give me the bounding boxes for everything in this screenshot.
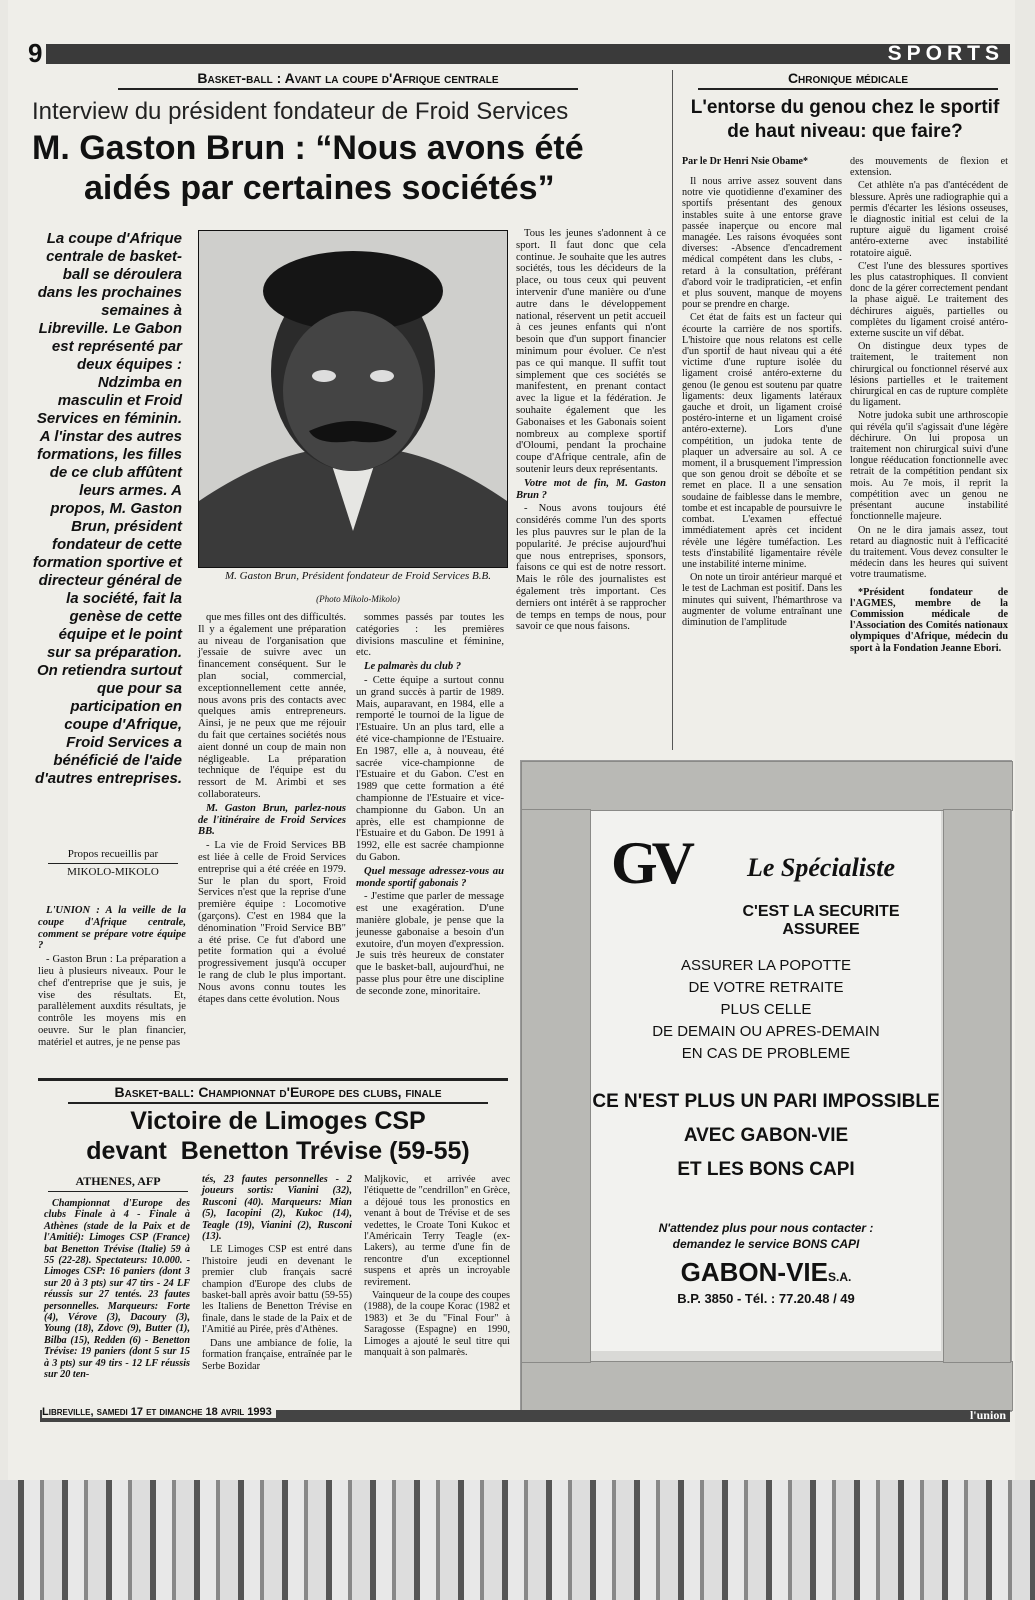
newspaper-page xyxy=(8,0,1015,1480)
section-header-bar xyxy=(28,38,1010,68)
article1-headline-line1: M. Gaston Brun : “Nous avons été xyxy=(32,129,584,167)
portrait-image xyxy=(199,231,507,567)
ad-company-name: GABON-VIE xyxy=(680,1257,828,1287)
paragraph: On ne le dira jamais assez, tout retard au diagnostic nuit à l'efficacité du traitement. Vous devez consulter le médecin dans les heures qui suivent votre traumatisme. xyxy=(850,524,1008,581)
article2-column-1 xyxy=(44,1198,190,1383)
paragraph: sommes passés par toutes les catégories : les premières divisions masculine et féminine, etc. xyxy=(356,612,504,659)
paragraph: - J'estime que parler de message est une exagération. D'une manière globale, je pense que la jeunesse gabonaise a besoin d'un exutoire, d'un moyen d'expression. Je suis très heureux de constater que le basket-ball, aujourd'hui, ne passe plus pour être une discipline de seconde zone, minoritaire. xyxy=(356,891,504,997)
ad-brand: Le Spécialiste xyxy=(746,853,895,882)
gabon-vie-advertisement[interactable] xyxy=(520,760,1012,1412)
paragraph: - Nous avons toujours été considérés comme l'un des sports les plus pauvres sur le plan de la popularité. Je précise aujourd'hui que nous entreprises, sponsors, faisons ce qui est de notre ressort. Mais le rôle des journalistes est également très important. Ces derniers ont intérêt à se rapprocher de temps en temps de nous, pour savoir ce que nous faisons. xyxy=(516,503,666,633)
ad-logo: GV xyxy=(611,830,689,896)
article1-lede: La coupe d'Afrique centrale de basket-ball se déroulera dans les prochaines semaines à Libreville. Le Gabon est représenté par deux équipes : Ndzimba en masculin et Froid Services en féminin. A l'instar des autres formations, les filles de ce club affûtent leurs armes. A propos, M. Gaston Brun, président fondateur de cette formation sportive et directeur général de la société, fait la genèse de cette équipe et le point sur sa préparation. On retiendra surtout que pour sa participation en coupe d'Afrique, Froid Services a bénéficié de l'aide d'autres entreprises. xyxy=(32,230,182,787)
ad-tagline: C'EST LA SECURITE ASSUREE xyxy=(742,903,900,938)
interview-question: Quel message adressez-vous au monde sportif gabonais ? xyxy=(356,865,504,889)
interview-question: Le palmarès du club ? xyxy=(364,661,462,673)
footer-date: Libreville, samedi 17 et dimanche 18 avril 1993 xyxy=(42,1406,276,1418)
section-title: SPORTS xyxy=(887,42,1004,65)
ad-border-bottom xyxy=(521,1361,1013,1411)
paragraph: Tous les jeunes s'adonnent à ce sport. Il faut donc que cela continue. Je souhaite que les autres sociétés, tous les décideurs de la place, ou tous ceux qui peuvent intervenir d'une manière ou d'une autre dans le développement national, réservent un petit accueil à ces jeunes enfants qui n'ont besoin que d'un support financier minimum pour évoluer. Ce n'est pas ce qui manque. Il suffit tout simplement que ces sociétés se manifestent, en prenant contact avec la ligue et la fédération. Je souhaite également que les Gabonaises et les Gabonais soient nombreux au complexe sportif d'Oloumi, pendant la prochaine coupe d'Afrique centrale, afin de soutenir leurs deux représentants. xyxy=(516,228,666,475)
photo-credit: (Photo Mikolo-Mikolo) xyxy=(316,594,400,604)
article2-dateline: ATHENES, AFP xyxy=(75,1174,161,1188)
article1-column-1 xyxy=(38,905,186,1051)
paragraph: On distingue deux types de traitement, le traitement non chirurgical ou fonctionnel réservé aux lésions partielles et le traitement chirurgical en cas de rupture complète du ligament. xyxy=(850,341,1008,409)
portrait-photo xyxy=(198,230,508,568)
ad-big-1: CE N'EST PLUS UN PARI IMPOSSIBLE xyxy=(592,1091,940,1112)
article1-headline-line2: aidés par certaines sociétés” xyxy=(84,169,555,207)
article2-top-rule xyxy=(38,1078,508,1081)
paragraph: Notre judoka subit une arthroscopie qui révéla qu'il s'agissait d'une légère déchirure. On lui proposa un traitement non chirurgical suivi d'une longue rééducation fonctionnelle avec retrait de la compétition pendant six mois. Au 7e mois, il reprit la compétition avec un genou ne présentant aucune instabilité fonctionnelle majeure. xyxy=(850,410,1008,523)
chronique-column-2 xyxy=(850,156,1008,656)
paragraph: que mes filles ont des difficultés. Il y a également une préparation au niveau de l'organisation que j'essaie de suivre avec un financement conséquent. Sur le plan social, commercial, exceptionnellement cette année, nous avons pris des contacts avec quelques amis entrepreneurs. Ainsi, je ne peux que me réjouir du fait que certaines sociétés nous aient donné un coup de main non négligeable. La préparation technique de l'équipe est du ressort de M. Arimbi et ses collaborateurs. xyxy=(198,612,346,800)
page-number: 9 xyxy=(24,40,46,66)
article2-column-2 xyxy=(202,1174,352,1374)
ad-big-3: ET LES BONS CAPI xyxy=(677,1159,855,1180)
article2-headline-line2: devant Benetton Trévise (59-55) xyxy=(86,1137,470,1165)
ad-line-2: DE VOTRE RETRAITE xyxy=(688,979,844,996)
article1-column-2 xyxy=(198,612,346,1007)
article2-kicker: Basket-ball: Championnat d'Europe des clubs, finale xyxy=(114,1084,442,1100)
ad-content xyxy=(591,811,941,1351)
interview-question: Votre mot de fin, M. Gaston Brun ? xyxy=(516,477,666,501)
kicker-rule xyxy=(118,88,578,90)
interview-question: L'UNION : A la veille de la coupe d'Afrique centrale, comment se prépare votre équipe ? xyxy=(38,905,186,952)
paragraph: Maljkovic, et arrivée avec l'étiquette de "cendrillon" en Grèce, a déjoué tous les pronostics en venant à bout de Trévise et de ses vedettes, le Croate Toni Kukoc et l'Américain Terry Teagle (ex-Lakers), au terme d'une fin de rencontre d'un exceptionnel suspens et après un incroyable revirement. xyxy=(364,1174,510,1288)
paragraph: C'est l'une des blessures sportives les plus catastrophiques. Il convient donc de la gérer correctement pendant la phase aiguë. Le traitement des déchirures aiguës, partielles ou complètes du ligament croisé antéro-externe suscite un vif débat. xyxy=(850,260,1008,340)
paragraph: Cet état de faits est un facteur qui écourte la carrière de nos sportifs. L'histoire que nous relatons est celle d'un sportif de haut niveau qui a été victime d'une rupture isolée du ligament croisé antéro-externe du genou (le genou est soutenu par quatre ligaments: deux ligaments latéraux gauche et droit, un ligament croisé postéro-interne et un ligament croisé antéro-externe). Lors d'une compétition, un judoka tente de plaquer un adversaire au sol. A ce moment, il a brusquement l'impression que son genou droit se déboîte et se remet en place. Il a une sensation soudaine de faiblesse dans le membre, tombe et est incapable de poursuivre le combat. L'examen effectué immédiatement après cet incident révèle une légère tuméfaction. Les tests d'instabilité ligamentaire révèle une instabilité interne minime. xyxy=(682,312,842,570)
article2-kicker-rule xyxy=(68,1102,488,1104)
paragraph: Il nous arrive assez souvent dans notre vie quotidienne d'examiner des sportifs présentant des genoux instables suite à une entorse grave passée inaperçue ou encore mal managée. Les raisons évoquées sont diverses: -Absence d'encadrement médical compétent dans les clubs, -retard à la consultation, préférant d'abord voir le tradipraticien, -et enfin et plus souvent, manque de moyens pour se prendre en charge. xyxy=(682,176,842,311)
paragraph: LE Limoges CSP est entré dans l'histoire jeudi en devenant le premier club français sacré champion d'Europe des clubs de basket-ball après avoir battu (59-55) les Italiens de Benetton Trévise en finale, dans le stade de la Paix et de l'Amitié au Pirée, près d'Athènes. xyxy=(202,1244,352,1336)
paragraph: - La vie de Froid Services BB est liée à celle de Froid Services entreprise qui a été créée en 1979. Sur le plan du sport, Froid Services n'est que la reprise d'une première équipe : Locomotive (garçons). C'est en 1984 que la dénomination "Froid Service BB" a été prise. Ce fut d'abord une petite formation qui a évolué progressivement jusqu'à occuper le rang de club le plus important. Nous avons connu toutes les étapes dans cette évolution. Nous xyxy=(198,840,346,1005)
ad-line-1: ASSURER LA POPOTTE xyxy=(680,957,852,974)
footer-paper-name: l'union xyxy=(969,1408,1006,1422)
chronique-byline: Par le Dr Henri Nsie Obame* xyxy=(682,156,808,167)
ad-contact: B.P. 3850 - Tél. : 77.20.48 / 49 xyxy=(677,1291,855,1306)
ad-cta-2: demandez le service BONS CAPI xyxy=(672,1237,860,1251)
ad-line-3: PLUS CELLE xyxy=(720,1001,812,1018)
ad-cta-1: N'attendez plus pour nous contacter : xyxy=(658,1221,874,1235)
ad-border-right xyxy=(943,809,1011,1363)
ad-big-2: AVEC GABON-VIE xyxy=(683,1125,849,1146)
byline-name: MIKOLO-MIKOLO xyxy=(67,866,159,878)
chronique-rule xyxy=(698,88,998,90)
chronique-footnote: *Président fondateur de l'AGMES, membre de la Commission médicale de l'Association des Comités nationaux olympiques d'Afrique, médecin du sport à la Fondation Jeanne Ebori. xyxy=(850,586,1008,654)
article1-column-4 xyxy=(516,228,666,635)
ad-line-5: EN CAS DE PROBLEME xyxy=(681,1045,851,1062)
ad-company xyxy=(591,1257,941,1288)
paragraph: des mouvements de flexion et extension. xyxy=(850,156,1008,179)
dateline-rule xyxy=(48,1191,188,1192)
ad-border-left xyxy=(521,809,591,1363)
article1-kicker: Basket-ball : Avant la coupe d'Afrique centrale xyxy=(197,70,499,86)
paragraph: On note un tiroir antérieur marqué et le test de Lachman est positif. Dans les minutes qui suivent, l'hémarthrose va augmenter de volume entraînant une diminution de l'amplitude xyxy=(682,572,842,628)
results-paragraph: Championnat d'Europe des clubs Finale à 4 - Finale à Athènes (stade de la Paix et de l'Amitié): Limoges CSP (France) bat Benetton Trévise (Italie) 59 à 55 (22-28). Spectateurs: 10.000. - Limoges CSP: 16 paniers (dont 3 sur 20 à 3 pts) sur 47 tirs - 24 LF réussis sur 27 tentés. 23 fautes personnelles. Marqueurs: Forte (4), Vérove (3), Dacoury (3), Young (18), Zdovc (9), Butter (1), Bilba (15), Redden (6) - Benetton Trévise: 19 paniers (dont 5 sur 15 à 3 pts) sur 49 tirs - 12 LF réussis sur 20 ten- xyxy=(44,1198,190,1381)
ad-line-4: DE DEMAIN OU APRES-DEMAIN xyxy=(652,1023,880,1040)
paragraph: - Cette équipe a surtout connu un grand succès à partir de 1989. Mais, auparavant, en 1984, elle a remporté le tournoi de la ligue de l'Estuaire. Un an plus tard, elle a été vice-championne de l'Estuaire. En 1987, elle a, à nouveau, été sacrée vice-championne de l'Estuaire et du Gabon. C'est en 1989 que cette formation a été championne de l'Estuaire et vice-championne du Gabon. Un an après, elle est championne de l'Estuaire et du Gabon. De 1991 à 1992, elle est sacrée championne du Gabon. xyxy=(356,674,504,863)
ad-company-suffix: S.A. xyxy=(828,1270,852,1284)
article2-column-3 xyxy=(364,1174,510,1361)
paragraph: Cet athlète n'a pas d'antécédent de blessure. Après une radiographie qui a permis d'écarter les lésions osseuses, le diagnostic initial est celui de la rupture aiguë du ligament croisé antéro-externe avec instabilité rotatoire aiguë. xyxy=(850,180,1008,259)
chronique-kicker: Chronique médicale xyxy=(787,70,909,86)
chronique-headline: L'entorse du genou chez le sportif de haut niveau: que faire? xyxy=(690,97,1000,142)
paragraph: Vainqueur de la coupe des coupes (1988), de la coupe Korac (1982 et 1983) et 3e du "Final Four" à Saragosse (Espagne) en 1990, Limoges a ajouté le seul titre qui manquait à son palmarès. xyxy=(364,1290,510,1359)
photo-caption: M. Gaston Brun, Président fondateur de Froid Services B.B. xyxy=(225,570,491,582)
page-footer xyxy=(40,1406,1010,1422)
interview-question: M. Gaston Brun, parlez-nous de l'itinéraire de Froid Services BB. xyxy=(198,802,346,838)
results-paragraph: tés, 23 fautes personnelles - 2 joueurs sortis: Vianini (32), Rusconi (40). Marqueurs: Mian (5), Iacopini (2), Kukoc (14), Teagle (19), Vianini (2), Rusconi (13). xyxy=(202,1174,352,1243)
chronique-column-1 xyxy=(682,176,842,630)
byline-rule xyxy=(48,863,178,864)
ad-border-top xyxy=(521,761,1013,811)
byline-label: Propos recueillis par xyxy=(67,848,159,860)
column-divider xyxy=(672,70,673,750)
article1-column-3 xyxy=(356,612,504,1000)
article2-headline-line1: Victoire de Limoges CSP xyxy=(130,1107,426,1135)
article1-subhead: Interview du président fondateur de Froid Services xyxy=(32,98,569,125)
interview-answer: - Gaston Brun : La préparation a lieu à plusieurs niveaux. Pour le chef d'entreprise que je suis, je vise des résultats. Et, parallèlement auxdits résultats, je contrôle les moyens mis en oeuvre. Sur le plan financier, matériel et autres, je ne pense pas xyxy=(38,954,186,1048)
scan-background-stripes xyxy=(0,1480,1035,1600)
paragraph: Dans une ambiance de folie, la formation française, entraînée par le Serbe Bozidar xyxy=(202,1337,352,1372)
